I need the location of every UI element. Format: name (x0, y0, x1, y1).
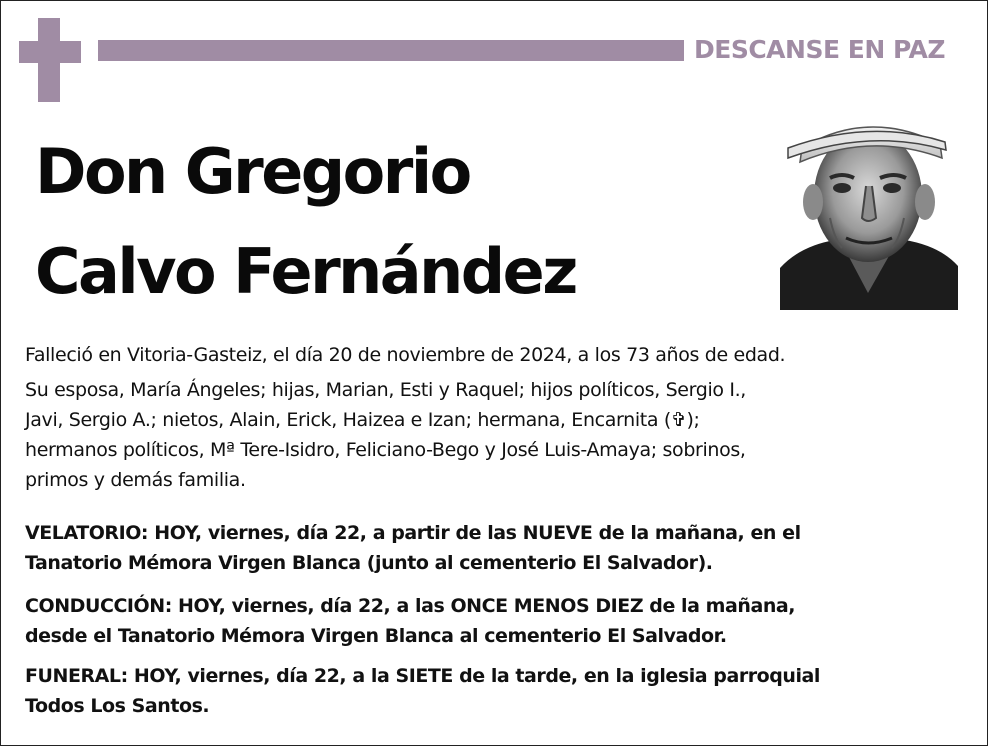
family-line: Javi, Sergio A.; nietos, Alain, Erick, Haizea e Izan; hermana, Encarnita (✞); (25, 409, 700, 431)
family-paragraph (25, 375, 965, 495)
cross-icon-arm (19, 41, 81, 63)
header-rule (98, 40, 684, 61)
deceased-name-first-line: Don Gregorio (35, 135, 470, 208)
family-line: Su esposa, María Ángeles; hijas, Marian, Esti y Raquel; hijos políticos, Sergio I., (25, 379, 746, 401)
death-notice: Falleció en Vitoria-Gasteiz, el día 20 de noviembre de 2024, a los 73 años de edad. (25, 344, 786, 366)
family-line: primos y demás familia. (25, 469, 246, 491)
family-line: hermanos políticos, Mª Tere-Isidro, Feliciano-Bego y José Luis-Amaya; sobrinos, (25, 439, 746, 461)
funeral-line: Todos Los Santos. (25, 695, 210, 717)
portrait-photo (780, 118, 958, 310)
conduccion-line: CONDUCCIÓN: HOY, viernes, día 22, a las ONCE MENOS DIEZ de la mañana, (25, 595, 796, 617)
deceased-name-second-line: Calvo Fernández (35, 235, 576, 308)
funeral-paragraph (25, 661, 970, 721)
velatorio-paragraph (25, 518, 970, 578)
conduccion-paragraph (25, 591, 970, 651)
velatorio-line: Tanatorio Mémora Virgen Blanca (junto al cementerio El Salvador). (25, 552, 713, 574)
funeral-line: FUNERAL: HOY, viernes, día 22, a la SIETE de la tarde, en la iglesia parroquial (25, 665, 820, 687)
conduccion-line: desde el Tanatorio Mémora Virgen Blanca al cementerio El Salvador. (25, 625, 727, 647)
portrait-illustration (780, 118, 958, 310)
velatorio-line: VELATORIO: HOY, viernes, día 22, a partir de las NUEVE de la mañana, en el (25, 522, 801, 544)
header-label: DESCANSE EN PAZ (694, 35, 945, 64)
